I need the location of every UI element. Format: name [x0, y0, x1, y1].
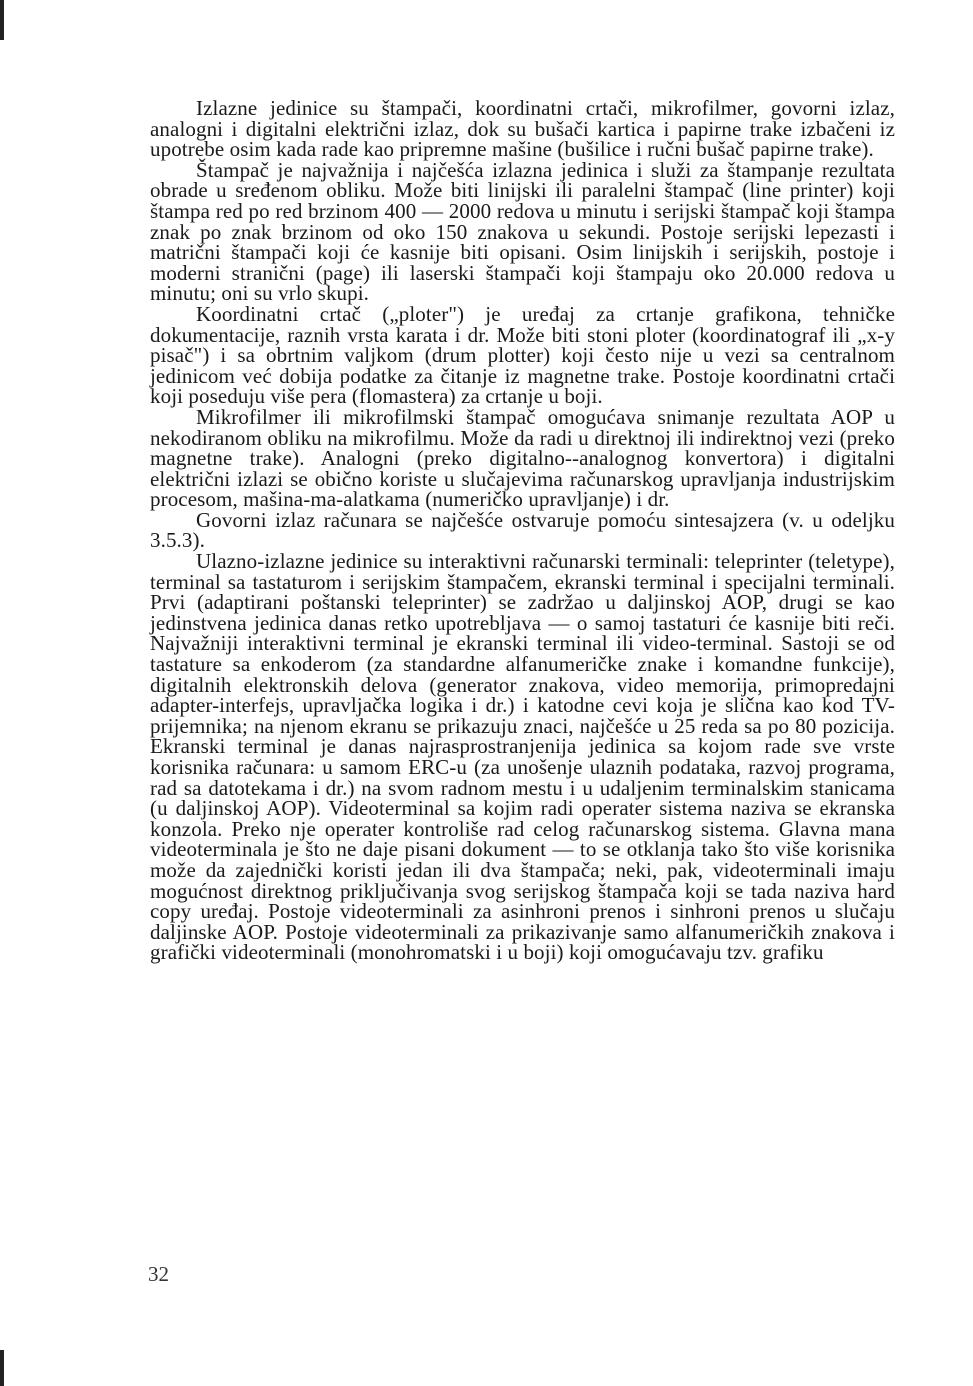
paragraph: Izlazne jedinice su štampači, koordinatni crtači, mikrofilmer, govorni izlaz, analogni i digitalni električni izlaz, dok su bušači kartica i papirne trake izbačeni iz upotrebe osim kada rade kao pripremne mašine (bušilice i ručni bušač papirne trake). — [150, 96, 895, 162]
scan-edge-mark — [0, 0, 4, 40]
paragraph: Koordinatni crtač („ploter") je uređaj za crtanje grafikona, tehničke dokumentacije, raznih vrsta karata i dr. Može biti stoni ploter (koordinatograf ili „x-y pisač") i sa obrtnim valjkom (drum plotter) koji često nije u vezi sa centralnom jedinicom već dobija podatke za čitanje iz magnetne trake. Postoje koordinatni crtači koji poseduju više pera (flomastera) za crtanje u boji. — [150, 301, 895, 409]
scan-edge-mark — [0, 1350, 4, 1386]
page-body — [150, 98, 895, 963]
paragraph: Govorni izlaz računara se najčešće ostvaruje pomoću sintesajzera (v. u odeljku 3.5.3). — [150, 507, 895, 553]
paragraph: Mikrofilmer ili mikrofilmski štampač omogućava snimanje rezultata AOP u nekodiranom obliku na mikrofilmu. Može da radi u direktnoj ili indirektnoj vezi (preko magnetne trake). Analogni (preko digitalno--analognog konvertora) i digitalni električni izlazi se obično koriste u slučajevima računarskog upravljanja industrijskim procesom, mašina-ma-alatkama (numeričko upravljanje) i dr. — [150, 404, 895, 512]
page-number: 32 — [148, 1262, 169, 1286]
paragraph: Štampač je najvažnija i najčešća izlazna jedinica i služi za štampanje rezultata obrade u sređenom obliku. Može biti linijski ili paralelni štampač (line printer) koji štampa red po red brzinom 400 — 2000 redova u minutu i serijski štampač koji štampa znak po znak brzinom od oko 150 znakova u sekundi. Postoje serijski lepezasti i matrični štampači koji će kasnije biti opisani. Osim linijskih i serijskih, postoje i moderni stranični (page) ili laserski štampači koji štampaju oko 20.000 redova u minutu; oni su vrlo skupi. — [150, 157, 895, 306]
paragraph: Ulazno-izlazne jedinice su interaktivni računarski terminali: teleprinter (teletype), terminal sa tastaturom i serijskim štampačem, ekranski terminal i specijalni terminali. Prvi (adaptirani poštanski teleprinter) se zadržao u daljinskoj AOP, drugi se kao jedinstvena jedinica danas retko upotrebljava — o samoj tastaturi će kasnije biti reči. Najvažniji interaktivni terminal je ekranski terminal ili video-terminal. Sastoji se od tastature sa enkoderom (za standardne alfanumeričke znake i komandne funkcije), digitalnih elektronskih delova (generator znakova, video memorija, primopredajni adapter-interfejs, upravljačka logika i dr.) i katodne cevi koja je slična kao kod TV-prijemnika; na njenom ekranu se prikazuju znaci, najčešće u 25 reda sa po 80 pozicija. Ekranski terminal je danas najrasprostranjenija jedinica sa kojom rade sve vrste korisnika računara: u samom ERC-u (za unošenje ulaznih podataka, razvoj programa, rad sa datotekama i dr.) na svom radnom mestu i u udaljenim terminalskim stanicama (u daljinskoj AOP). Videoterminal sa kojim radi operater sistema naziva se ekranska konzola. Preko nje operater kontroliše rad celog računarskog sistema. Glavna mana videoterminala je što ne daje pisani dokument — to se otklanja tako što više korisnika može da zajednički koristi jedan ili dva štampača; neki, pak, videoterminali imaju mogućnost direktnog priključivanja svog serijskog štampača koji se tada naziva hard copy uređaj. Postoje videoterminali za asinhroni prenos i sinhroni prenos u slučaju daljinske AOP. Postoje videoterminali za prikazivanje samo alfanumeričkih znakova i grafički videoterminali (monohromatski i u boji) koji omogućavaju tzv. grafiku — [150, 549, 895, 965]
